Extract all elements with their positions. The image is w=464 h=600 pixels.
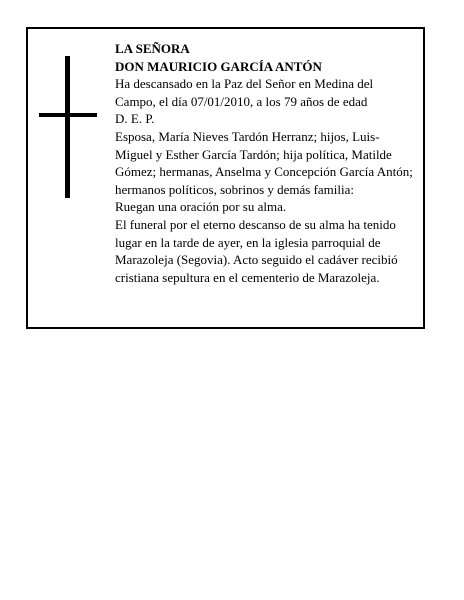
notice-title-line-2: DON MAURICIO GARCÍA ANTÓN [115,58,322,74]
family-list: Esposa, María Nieves Tardón Herranz; hijos, Luis-Miguel y Esther García Tardón; hija política, Matilde Gómez; hermanas, Anselma y Concepción García Antón; hermanos políticos, sobrinos y demás familia: [115,128,413,197]
obituary-notice [26,27,425,329]
rip-line: D. E. P. [115,111,155,127]
cross-icon [39,56,97,198]
cross-vertical-bar [65,56,70,198]
obituary-text [115,40,415,286]
death-announcement: Ha descansado en la Paz del Señor en Medina del Campo, el día 07/01/2010, a los 79 años de edad [115,76,374,109]
prayer-request: Ruegan una oración por su alma. [115,199,287,215]
cross-horizontal-bar [39,113,97,117]
funeral-details: El funeral por el eterno descanso de su alma ha tenido lugar en la tarde de ayer, en la iglesia parroquial de Marazoleja (Segovia). Acto seguido el cadáver recibió cristiana sepultura en el cementerio de Marazoleja. [115,216,398,285]
notice-title-line-1: LA SEÑORA [115,41,190,56]
